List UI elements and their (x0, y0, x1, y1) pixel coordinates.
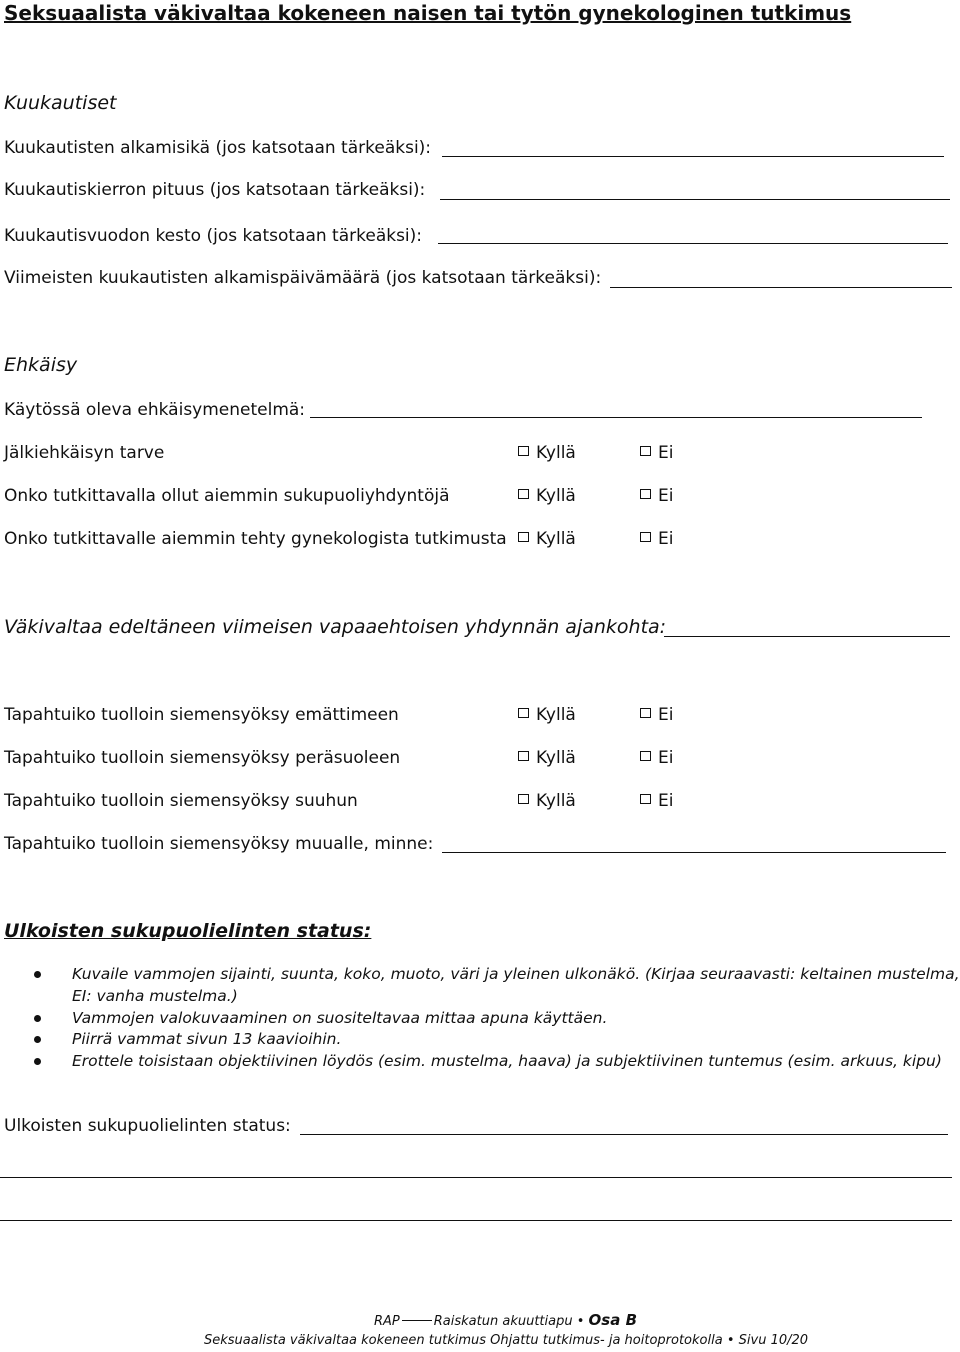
emergency-contraception-yes[interactable]: Kyllä (518, 443, 576, 463)
ejaculation-mouth-yes[interactable]: Kyllä (518, 791, 576, 811)
ejaculation-mouth-no[interactable]: Ei (640, 791, 673, 811)
contraception-method-label: Käytössä oleva ehkäisymenetelmä: (4, 400, 306, 420)
contraception-heading: Ehkäisy (4, 354, 78, 376)
external-status-field-2[interactable] (0, 1177, 952, 1178)
footer-line-1: RAP Raiskatun akuuttiapu • Osa B (374, 1311, 638, 1329)
external-status-label: Ulkoisten sukupuolielinten status: (4, 1116, 291, 1136)
ejaculation-vagina-no[interactable]: Ei (640, 705, 673, 725)
external-status-heading: Ulkoisten sukupuolielinten status: (4, 920, 372, 942)
checkbox-icon (518, 532, 529, 542)
checkbox-icon (640, 532, 651, 542)
menarche-age-field[interactable] (442, 156, 944, 157)
bullet-icon (34, 971, 41, 978)
period-duration-field[interactable] (438, 243, 948, 244)
ejaculation-rectum-no[interactable]: Ei (640, 748, 673, 768)
emergency-contraception-label: Jälkiehkäisyn tarve (4, 443, 165, 463)
prior-exam-label: Onko tutkittavalle aiemmin tehty gynekologista tutkimusta (4, 529, 507, 549)
checkbox-icon (518, 794, 529, 804)
checkbox-icon (518, 446, 529, 456)
prior-intercourse-no[interactable]: Ei (640, 486, 673, 506)
bullet-item-continuation: EI: vanha mustelma.) (72, 987, 238, 1005)
checkbox-icon (518, 708, 529, 718)
period-duration-label: Kuukautisvuodon kesto (jos katsotaan tärkeäksi): (4, 226, 423, 246)
external-status-field-1[interactable] (300, 1134, 948, 1135)
external-status-field-3[interactable] (0, 1220, 952, 1221)
bullet-icon (34, 1015, 41, 1022)
ejaculation-mouth-label: Tapahtuiko tuolloin siemensyöksy suuhun (4, 791, 358, 811)
last-period-label: Viimeisten kuukautisten alkamispäivämäärä (jos katsotaan tärkeäksi): (4, 268, 602, 288)
checkbox-icon (640, 751, 651, 761)
last-intercourse-heading: Väkivaltaa edeltäneen viimeisen vapaaehtoisen yhdynnän ajankohta: (4, 616, 667, 638)
ejaculation-elsewhere-label: Tapahtuiko tuolloin siemensyöksy muualle, minne: (4, 834, 434, 854)
prior-exam-no[interactable]: Ei (640, 529, 673, 549)
bullet-item: Kuvaile vammojen sijainti, suunta, koko, muoto, väri ja yleinen ulkonäkö. (Kirjaa seuraavasti: keltainen mustelma, (72, 965, 960, 983)
footer-dash (402, 1320, 432, 1321)
bullet-item: Piirrä vammat sivun 13 kaavioihin. (72, 1030, 342, 1048)
bullet-item: Vammojen valokuvaaminen on suositeltavaa mittaa apuna käyttäen. (72, 1009, 608, 1027)
last-intercourse-field[interactable] (664, 636, 950, 637)
prior-intercourse-label: Onko tutkittavalla ollut aiemmin sukupuoliyhdyntöjä (4, 486, 450, 506)
footer-line-2: Seksuaalista väkivaltaa kokeneen tutkimus Ohjattu tutkimus- ja hoitoprotokolla • Sivu 10/20 (204, 1333, 809, 1348)
checkbox-icon (640, 446, 651, 456)
ejaculation-vagina-yes[interactable]: Kyllä (518, 705, 576, 725)
cycle-length-field[interactable] (440, 199, 950, 200)
checkbox-icon (518, 489, 529, 499)
prior-intercourse-yes[interactable]: Kyllä (518, 486, 576, 506)
bullet-item: Erottele toisistaan objektiivinen löydös (esim. mustelma, haava) ja subjektiivinen tuntemus (esim. arkuus, kipu) (72, 1052, 942, 1070)
menstruation-heading: Kuukautiset (4, 92, 117, 114)
emergency-contraception-no[interactable]: Ei (640, 443, 673, 463)
bullet-icon (34, 1058, 41, 1065)
prior-exam-yes[interactable]: Kyllä (518, 529, 576, 549)
checkbox-icon (640, 794, 651, 804)
page-title: Seksuaalista väkivaltaa kokeneen naisen tai tytön gynekologinen tutkimus (4, 1, 852, 25)
contraception-method-field[interactable] (310, 417, 922, 418)
ejaculation-vagina-label: Tapahtuiko tuolloin siemensyöksy emättimeen (4, 705, 399, 725)
ejaculation-elsewhere-field[interactable] (442, 852, 946, 853)
checkbox-icon (518, 751, 529, 761)
cycle-length-label: Kuukautiskierron pituus (jos katsotaan tärkeäksi): (4, 180, 426, 200)
ejaculation-rectum-yes[interactable]: Kyllä (518, 748, 576, 768)
last-period-field[interactable] (610, 287, 952, 288)
ejaculation-rectum-label: Tapahtuiko tuolloin siemensyöksy peräsuoleen (4, 748, 401, 768)
menarche-age-label: Kuukautisten alkamisikä (jos katsotaan tärkeäksi): (4, 138, 432, 158)
checkbox-icon (640, 489, 651, 499)
checkbox-icon (640, 708, 651, 718)
bullet-icon (34, 1036, 41, 1043)
